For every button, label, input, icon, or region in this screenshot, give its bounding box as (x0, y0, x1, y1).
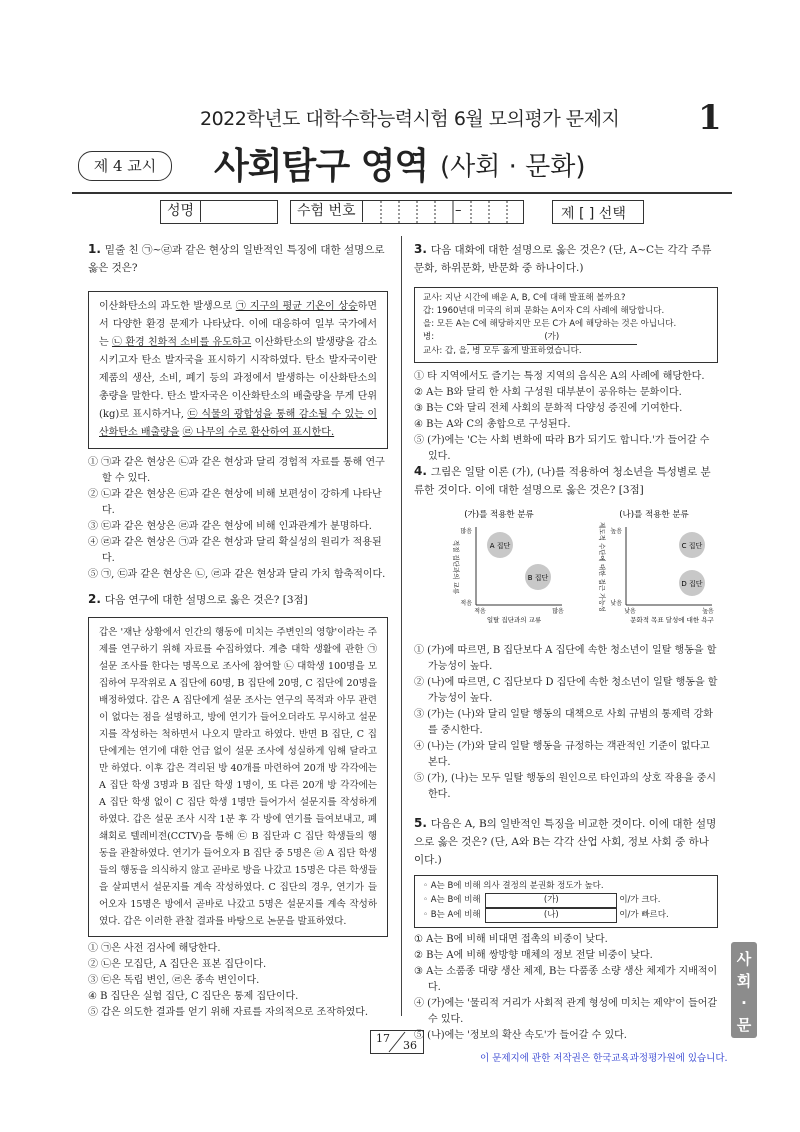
question-number: 2. (88, 592, 101, 606)
question-3-options (414, 369, 718, 465)
title-divider (72, 192, 732, 194)
option[interactable]: ④ B는 A와 C의 총합으로 구성된다. (414, 419, 571, 430)
question-number: 1. (88, 242, 101, 256)
group-d-label: D 집단 (681, 580, 703, 588)
tick-label: 적음 (460, 600, 472, 607)
question-3-dialog: 교사: 지난 시간에 배운 A, B, C에 대해 발표해 볼까요? 갑: 1960년대 미국의 히피 문화는 A이자 C의 사례에 해당합니다. 을: 모든 A는 C에 해당하지만 모든 C가 A에 해당하는 것은 아닙니다. 병: (가) 교사: 갑, 을, 병 모두 옳게 발표하였습니다. (414, 287, 718, 363)
deviance-classification-figure (414, 505, 718, 635)
option[interactable]: ③ A는 소품종 대량 생산 체제, B는 다품종 소량 생산 체제가 지배적이다. (414, 966, 718, 993)
option[interactable]: ① ㉠과 같은 현상은 ㉡과 같은 현상과 달리 경험적 자료를 통해 연구할 수 있다. (88, 457, 385, 484)
question-2-passage: 갑은 '재난 상황에서 인간의 행동에 미치는 주변인의 영향'이라는 주제를 연구하기 위해 자료를 수집하였다. 계층 대학 생활에 관한 ㉠ 설문 조사를 한다는 명목으로 조사에 참여할 ㉡ 대학생 100명을 모집하여 무작위로 A 집단에 60명, B 집단에 20명, C 집단에 20명을 배정하였다. 갑은 A 집단에게 설문 조사는 연구의 목적과 아무 관련이 없다는 점을 설명하고, 방에 연기가 들어오더라도 무시하고 설문지를 작성하는 척하면서 나오지 말라고 하였다. 반면 B 집단, C 집단에게는 연기에 대한 언급 없이 설문 조사에 성실하게 임해 달라고만 하였다. 이후 갑은 격리된 방 40개를 마련하여 20개 방 각각에는 A 집단 학생 3명과 B 집단 학생 1명이, 또 다른 20개 방 각각에는 A 집단 학생 없이 C 집단 학생 1명만 들어가서 설문지를 작성하게 하였다. 갑은 설문 조사 시작 1분 후 각 방에 연기를 들여보내고, 폐쇄회로 텔레비전(CCTV)을 통해 ㉢ B 집단과 C 집단 학생들의 행동을 관찰하였다. 연기가 들어오자 B 집단 중 5명은 ㉣ A 집단 학생들의 행동을 의식하지 않고 곧바로 방을 나갔고 15명은 다른 학생들을 살피면서 설문지를 계속 작성하였다. C 집단의 경우, 연기가 들어오자 15명은 방에서 곧바로 나갔고 5명은 설문지를 계속 작성하였다. 갑은 이러한 관찰 결과를 바탕으로 논문을 발표하였다. (88, 617, 388, 937)
chart-a-x-label: 일탈 집단과의 교류 (486, 616, 542, 624)
chart-b-title: (나)를 적용한 분류 (619, 510, 689, 520)
question-4-options (414, 643, 718, 803)
option[interactable]: ⑤ (가)에는 'C는 사회 변화에 따라 B가 되기도 합니다.'가 들어갈 수 있다. (414, 435, 710, 462)
copyright-notice: 이 문제지에 관한 저작권은 한국교육과정평가원에 있습니다. (480, 1053, 728, 1064)
question-5-comparison-box: ◦ A는 B에 비해 의사 결정의 분권화 정도가 높다. ◦ A는 B에 비해 (가) 이/가 크다. ◦ B는 A에 비해 (나) 이/가 빠르다. (414, 875, 718, 928)
option[interactable]: ④ (가)에는 '물리적 거리가 사회적 관계 형성에 미치는 제약'이 들어갈 수 있다. (414, 998, 718, 1025)
question-number: 5. (414, 816, 427, 830)
subject-side-tab: 사회·문화 (731, 942, 757, 1038)
tick-label: 많음 (460, 528, 472, 535)
chart-b-y-label: 제도적 수단에 대한 접근 가능성 (598, 522, 606, 612)
page-total: 36 (403, 1039, 417, 1052)
question-2-stem: 2. 다음 연구에 대한 설명으로 옳은 것은? [3점] (88, 592, 308, 606)
option[interactable]: ④ (나)는 (가)와 달리 일탈 행동을 규정하는 객관적인 기준이 없다고 본다. (414, 741, 710, 768)
question-1-options (88, 455, 388, 583)
question-4-stem: 4. 그림은 일탈 이론 (가), (나)를 적용하여 청소년을 특성별로 분류한 것이다. 이에 대한 설명으로 옳은 것은? [3점] (414, 464, 711, 496)
tick-label: 적음 (474, 608, 486, 615)
question-3-stem: 3. 다음 대화에 대한 설명으로 옳은 것은? (단, A~C는 각각 주류 문화, 하위문화, 반문화 중 하나이다.) (414, 242, 712, 274)
period-badge: 제 4 교시 (78, 151, 172, 181)
option[interactable]: ③ ㉢과 같은 현상은 ㉣과 같은 현상에 비해 인과관계가 분명하다. (88, 521, 372, 532)
exam-number-cells (363, 201, 523, 223)
question-number: 3. (414, 242, 427, 256)
option[interactable]: ② A는 B와 달리 한 사회 구성원 대부분이 공유하는 문화이다. (414, 387, 682, 398)
page-counter (370, 1030, 424, 1054)
tick-label: 많음 (552, 608, 564, 615)
group-c-label: C 집단 (681, 542, 703, 550)
column-divider (401, 236, 402, 1016)
name-field[interactable] (160, 200, 278, 224)
question-1 (88, 240, 388, 583)
question-number: 4. (414, 464, 427, 478)
option[interactable]: ① (가)에 따르면, B 집단보다 A 집단에 속한 청소년이 일탈 행동을 할 가능성이 높다. (414, 645, 717, 672)
option[interactable]: ② (나)에 따르면, C 집단보다 D 집단에 속한 청소년이 일탈 행동을 할 가능성이 높다. (414, 677, 718, 704)
group-a-label: A 집단 (489, 542, 511, 550)
option[interactable]: ④ ㉣과 같은 현상은 ㉠과 같은 현상과 달리 확실성의 원리가 적용된다. (88, 537, 382, 564)
option[interactable]: ① A는 B에 비해 비대면 접촉의 비중이 낮다. (414, 934, 608, 945)
question-2-options (88, 941, 388, 1021)
option[interactable]: ⑤ ㉠, ㉢과 같은 현상은 ㉡, ㉣과 같은 현상과 달리 가치 함축적이다. (88, 569, 386, 580)
question-4 (414, 462, 718, 803)
question-1-stem: 1. 밑줄 친 ㉠~㉣과 같은 현상의 일반적인 특징에 대한 설명으로 옳은 것은? (88, 242, 385, 274)
option[interactable]: ④ B 집단은 실험 집단, C 집단은 통제 집단이다. (88, 991, 299, 1002)
subject-subtitle: (사회 · 문화) (440, 152, 586, 182)
question-5-stem: 5. 다음은 A, B의 일반적인 특징을 비교한 것이다. 이에 대한 설명으로 옳은 것은? (단, A와 B는 각각 산업 사회, 정보 사회 중 하나이다.) (414, 816, 717, 866)
page-number: 1 (698, 98, 722, 138)
exam-number-dash: – (455, 203, 462, 218)
chart-a-y-label: 적절 집단과의 교류 (452, 539, 460, 595)
tick-label: 높음 (610, 528, 622, 535)
exam-number-label: 수험 번호 (291, 201, 363, 222)
blank-na: (나) (485, 908, 617, 923)
tick-label: 낮음 (624, 608, 636, 615)
page-current: 17 (376, 1032, 390, 1045)
elective-select-label: 제 [ ] 선택 (561, 206, 626, 222)
option[interactable]: ③ ㉢은 독립 변인, ㉣은 종속 변인이다. (88, 975, 260, 986)
group-b-label: B 집단 (527, 574, 549, 582)
subject-title: 사회탐구 영역 (214, 146, 429, 187)
option[interactable]: ② B는 A에 비해 쌍방향 매체의 정보 전달 비중이 낮다. (414, 950, 653, 961)
option[interactable]: ③ B는 C와 달리 전체 사회의 문화적 다양성 증진에 기여한다. (414, 403, 683, 414)
option[interactable]: ⑤ (가), (나)는 모두 일탈 행동의 원인으로 타인과의 상호 작용을 중시한다. (414, 773, 717, 800)
blank-ga: (가) (467, 331, 637, 345)
option[interactable]: ⑤ 갑은 의도한 결과를 얻기 위해 자료를 자의적으로 조작하였다. (88, 1007, 369, 1018)
question-3 (414, 240, 718, 465)
name-label: 성명 (161, 201, 201, 222)
chart-b-x-label: 문화적 목표 달성에 대한 욕구 (630, 616, 714, 624)
elective-select-field[interactable] (552, 200, 644, 224)
option[interactable]: ② ㉡과 같은 현상은 ㉢과 같은 현상에 비해 보편성이 강하게 나타난다. (88, 489, 382, 516)
tick-label: 낮음 (610, 600, 622, 607)
question-2 (88, 590, 388, 1021)
exam-number-field[interactable] (290, 200, 524, 224)
question-5 (414, 814, 718, 1044)
option[interactable]: ② ㉡은 모집단, A 집단은 표본 집단이다. (88, 959, 267, 970)
option[interactable]: ① 타 지역에서도 즐기는 특정 지역의 음식은 A의 사례에 해당한다. (414, 371, 705, 382)
exam-title: 2022학년도 대학수학능력시험 6월 모의평가 문제지 (200, 108, 620, 130)
question-5-options (414, 932, 718, 1044)
chart-a-title: (가)를 적용한 분류 (464, 510, 534, 520)
tick-label: 높음 (702, 608, 714, 615)
blank-ga: (가) (485, 893, 617, 908)
question-1-passage: 이산화탄소의 과도한 발생으로 ㉠ 지구의 평균 기온이 상승하면서 다양한 환경 문제가 나타났다. 이에 대응하여 일부 국가에서는 ㉡ 환경 친화적 소비를 유도하고 이산화탄소의 발생량을 감소시키고자 탄소 발자국을 표시하기 시작하였다. 탄소 발자국이란 제품의 생산, 소비, 폐기 등의 과정에서 발생하는 이산화탄소의 총량을 말한다. 탄소 발자국은 이산화탄소의 배출량을 무게 단위(kg)로 표시하거나, ㉢ 식물의 광합성을 통해 감소될 수 있는 이산화탄소 배출량을 ㉣ 나무의 수로 환산하여 표시한다. (88, 291, 388, 449)
option[interactable]: ⑤ (나)에는 '정보의 확산 속도'가 들어갈 수 있다. (414, 1030, 627, 1041)
option[interactable]: ③ (가)는 (나)와 달리 일탈 행동의 대책으로 사회 규범의 통제력 강화를 중시한다. (414, 709, 713, 736)
option[interactable]: ① ㉠은 사전 검사에 해당한다. (88, 943, 221, 954)
